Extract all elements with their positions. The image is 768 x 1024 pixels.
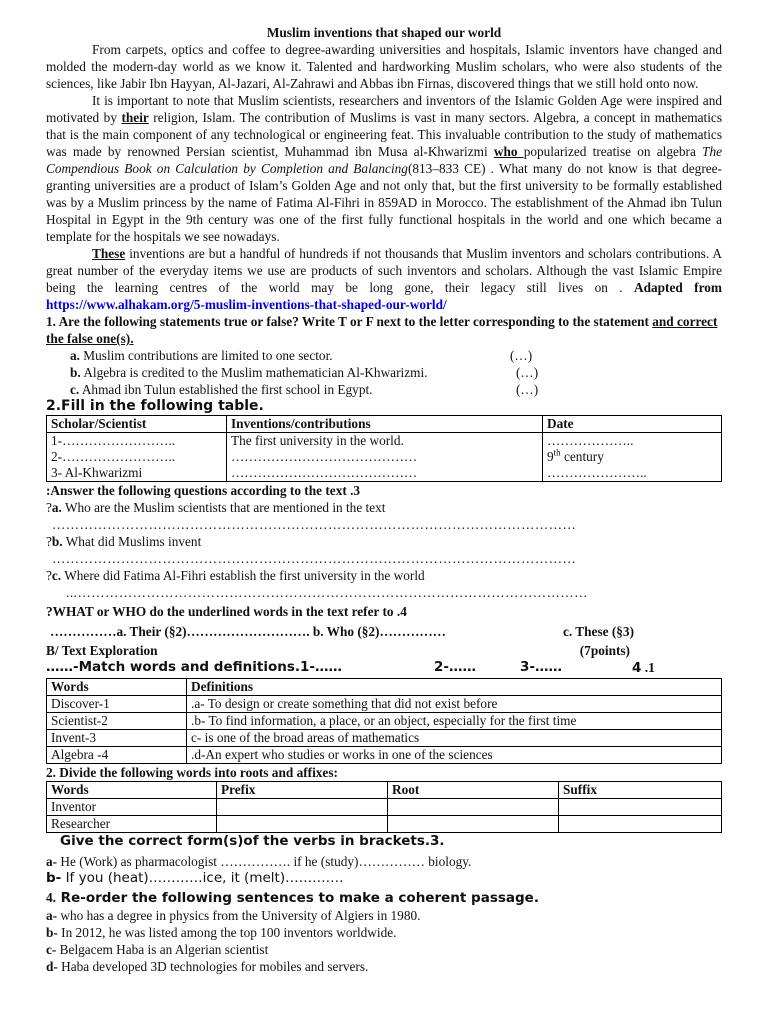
prefix-cell[interactable] — [217, 799, 388, 816]
col-header-date: Date — [543, 416, 722, 433]
b1-prompt — [46, 659, 722, 677]
q3-question: What did Muslims invent — [62, 534, 202, 549]
word-cell — [47, 696, 187, 713]
b3-sentence[interactable]: If you (heat)…………ice, it (melt)…………. — [61, 870, 344, 886]
definition-cell: .b- To find information, a place, or an object, especially for the first time — [187, 713, 722, 730]
q2-prompt: 2.Fill in the following table. — [46, 398, 264, 414]
underlined-these: These — [92, 246, 126, 261]
b4-letter: a- — [46, 908, 58, 923]
q1-item-b — [70, 364, 722, 381]
q3-item-a — [46, 499, 722, 516]
b4-letter: d- — [46, 959, 58, 974]
q3-letter: b. — [51, 534, 63, 549]
section-b-label: B/ Text Exploration — [46, 643, 158, 658]
answer-blank[interactable]: (…) — [510, 348, 533, 363]
b4-item — [46, 958, 722, 975]
col-header-root: Root — [388, 782, 559, 799]
underlined-who: who — [493, 144, 524, 159]
q1-prompt-text: 1. Are the following statements true or false? Write T or F next to the letter corresponding to the statement — [46, 314, 653, 329]
q3-question: Where did Fatima Al-Fihri establish the first university in the world — [61, 568, 425, 583]
col-header-words: Words — [47, 679, 187, 696]
source-link[interactable]: https://www.alhakam.org/5-muslim-inventions-that-shaped-our-world/ — [46, 297, 447, 312]
section-b-header — [46, 642, 722, 659]
q1-item-c — [70, 381, 722, 398]
q1-letter: c. — [70, 382, 80, 397]
b1-prompt-text: ……-Match words and definitions.1-…… — [46, 659, 342, 675]
p2-part-b: religion, Islam. The contribution of Muslims is vast in many sectors. Algebra, a concept in mathematics that is the main component of any technological or engineering feat. This invaluable contribution to the study of mathematics was made by renowned Persian scientist, Muhammad ibn Musa al-Khwarizmi — [46, 110, 722, 159]
date-number: 9 — [547, 449, 554, 464]
p2-part-d: (813–833 CE) . What many do not know is that degree-granting universities are a product of Islam’s Golden Age and not only that, but the first university to be formally established was by a Muslim princess by the name of Fatima Al-Fihri in 859AD in Morocco. The establishment of the Ahmad ibn Tulun Hospital in Egypt in the 9th century was one of the first fully functional hospitals in the world and one which became a template for the hospitals we see nowadays. — [46, 161, 722, 244]
paragraph-1: From carpets, optics and coffee to degree-awarding universities and hospitals, Islamic inventors have changed and molded the modern-day world as we know it. Talented and hardworking Muslim scholars, who were also students of the sciences, like Jabir Ibn Hayyan, Al-Jazari, Al-Zahrawi and Abbas ibn Firnas, discovered things that we still hold onto now. — [46, 42, 722, 91]
cell-date[interactable]: ……………….. — [543, 433, 722, 450]
q3-item-b — [46, 533, 722, 550]
q1-statement: Algebra is credited to the Muslim mathematician Al-Khwarizmi. — [80, 365, 428, 380]
root-cell[interactable] — [388, 816, 559, 833]
table-row — [47, 747, 722, 764]
q4-prompt: ?WHAT or WHO do the underlined words in the text refer to .4 — [46, 604, 407, 619]
b3-item-a — [46, 853, 722, 870]
b4-item — [46, 907, 722, 924]
q3-mark: ? — [46, 500, 52, 515]
word-cell: Scientist-2 — [47, 713, 187, 730]
root-cell[interactable] — [388, 799, 559, 816]
answer-line[interactable]: ...………………………………………………………………………………………………… — [66, 585, 588, 600]
fill-table — [46, 415, 722, 482]
q1-statement: Muslim contributions are limited to one sector. — [79, 348, 333, 363]
q4-answer-these[interactable]: c. These (§3) — [562, 624, 634, 639]
q4-answers — [46, 623, 722, 640]
b3-sentence[interactable]: He (Work) as pharmacologist ……………. if he (study)…………… biology. — [57, 854, 472, 869]
q3-prompt: :Answer the following questions according to the text .3 — [46, 483, 361, 498]
word-cell: Algebra -4 — [47, 747, 187, 764]
cell-invention[interactable]: …………………………………… — [227, 465, 543, 482]
answer-blank[interactable]: (…) — [516, 365, 539, 380]
word-text: Discover-1 — [51, 696, 110, 711]
table-row — [47, 816, 722, 833]
q1-item-a — [70, 347, 722, 364]
cell-date[interactable]: ………………….. — [543, 465, 722, 482]
b4-letter: c- — [46, 942, 57, 957]
word-cell: Inventor — [47, 799, 217, 816]
table-row — [47, 433, 722, 450]
underlined-their: their — [121, 110, 149, 125]
cell-invention[interactable]: …………………………………… — [227, 449, 543, 465]
definition-cell: .d-An expert who studies or works in one of the sciences — [187, 747, 722, 764]
col-header-suffix: Suffix — [559, 782, 722, 799]
b4-prompt-text: Re-order the following sentences to make a coherent passage. — [55, 890, 539, 906]
col-header-scholar: Scholar/Scientist — [47, 416, 227, 433]
b3-item-b — [46, 870, 722, 887]
b1-number-1: .1 — [641, 660, 655, 675]
table-row — [47, 696, 722, 713]
table-row — [47, 730, 722, 747]
col-header-definitions: Definitions — [187, 679, 722, 696]
q3-letter: c. — [51, 568, 62, 583]
answer-line[interactable]: …………………………………………………………………………………………………… — [52, 517, 577, 532]
col-header-prefix: Prefix — [217, 782, 388, 799]
q3-question: Who are the Muslim scientists that are mentioned in the text — [61, 500, 386, 515]
definition-cell: .a- To design or create something that did not exist before — [187, 696, 722, 713]
col-header-words: Words — [47, 782, 217, 799]
answer-blank[interactable]: (…) — [516, 382, 539, 397]
q1-statement: Ahmad ibn Tulun established the first school in Egypt. — [79, 382, 373, 397]
b2-prompt: 2. Divide the following words into roots and affixes: — [46, 765, 338, 780]
b4-sentence: Belgacem Haba is an Algerian scientist — [56, 942, 269, 957]
q3-letter: a. — [51, 500, 62, 515]
b1-number-4: 4 — [632, 660, 642, 676]
word-cell: Invent-3 — [47, 730, 187, 747]
q3-item-c — [46, 567, 722, 584]
book-title: The Compendious Book on Calculation by Completion and Balancing — [46, 144, 722, 176]
b4-item — [46, 924, 722, 941]
cell-invention: The first university in the world. — [227, 433, 543, 450]
prefix-cell[interactable] — [217, 816, 388, 833]
suffix-cell[interactable] — [559, 816, 722, 833]
paragraph-3 — [46, 245, 722, 313]
b1-blank-4[interactable] — [632, 659, 655, 677]
b4-number: 4. — [46, 890, 56, 905]
adapted-from-label: Adapted from — [634, 280, 722, 295]
date-century: century — [560, 449, 604, 464]
p2-part-a: It is important to note that Muslim scientists, researchers and inventors of the Islamic Golden Age were inspired and motivated by — [46, 93, 722, 125]
q3-mark: ? — [46, 534, 52, 549]
b1-blank-3[interactable]: 3-…… — [520, 659, 562, 675]
b4-item — [46, 941, 722, 958]
q1-letter: b. — [70, 365, 81, 380]
q1-letter: a. — [70, 348, 80, 363]
b3-letter: a- — [46, 854, 58, 869]
table-row — [47, 465, 722, 482]
cell-scholar[interactable]: 1-…………………….. — [47, 433, 227, 450]
b3-letter: b- — [46, 870, 62, 886]
paragraph-2 — [46, 92, 722, 245]
word-cell: Researcher — [47, 816, 217, 833]
col-header-inventions: Inventions/contributions — [227, 416, 543, 433]
section-b-points: (7points) — [579, 643, 630, 658]
cell-scholar[interactable]: 2-…………………….. — [47, 449, 227, 465]
affix-table — [46, 781, 722, 833]
match-table — [46, 678, 722, 764]
date-suffix: th — [553, 447, 561, 458]
b4-sentence: who has a degree in physics from the University of Algiers in 1980. — [57, 908, 421, 923]
page-title: Muslim inventions that shaped our world — [266, 25, 502, 40]
b4-sentence: Haba developed 3D technologies for mobiles and servers. — [57, 959, 369, 974]
answer-line[interactable]: …………………………………………………………………………………………………… — [52, 551, 577, 566]
b1-blank-2[interactable]: 2-…… — [434, 659, 476, 675]
cell-scholar: 3- Al-Khwarizmi — [47, 465, 227, 482]
b4-prompt — [46, 889, 722, 907]
p3-part-a: inventions are but a handful of hundreds if not thousands that Muslim inventors and scholars contributions. A great number of the everyday items we use are products of such inventors and scholars. Although the vast Islamic Empire being the learning centres of the world may be long gone, their legacy still lives on . — [46, 246, 722, 295]
cell-date — [543, 449, 722, 465]
p2-part-c: popularized treatise on algebra — [523, 144, 703, 159]
suffix-cell[interactable] — [559, 799, 722, 816]
definition-cell: c- is one of the broad areas of mathematics — [187, 730, 722, 747]
b4-sentence: In 2012, he was listed among the top 100 inventors worldwide. — [57, 925, 397, 940]
q4-answer-line[interactable]: ……………a. Their (§2)………………………. b. Who (§2)…………… — [50, 624, 446, 639]
table-row — [47, 799, 722, 816]
q1-prompt — [46, 313, 722, 347]
table-row — [47, 449, 722, 465]
table-row — [47, 713, 722, 730]
b3-prompt: Give the correct form(s)of the verbs in brackets.3. — [60, 833, 445, 849]
worksheet-page — [46, 24, 722, 975]
b4-letter: b- — [46, 925, 58, 940]
q1-prompt-underlined: and correct the false one(s). — [46, 314, 718, 346]
q3-mark: ? — [46, 568, 52, 583]
